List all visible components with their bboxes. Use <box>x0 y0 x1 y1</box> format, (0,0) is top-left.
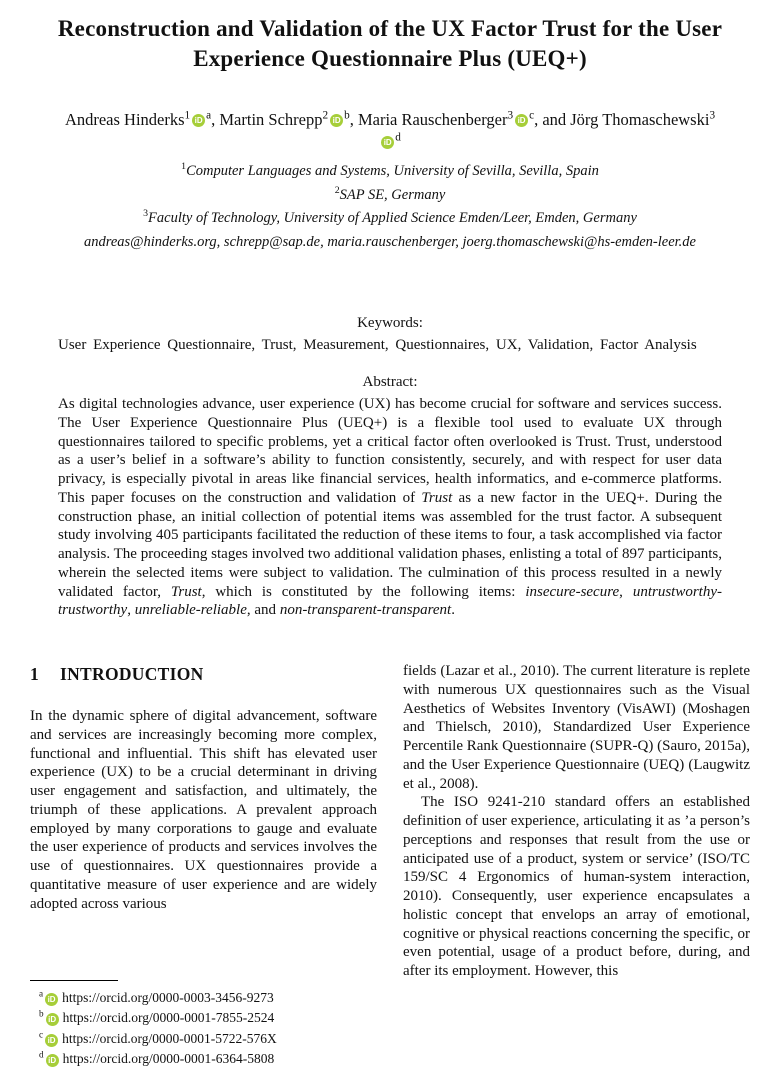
orcid-icon[interactable]: iD <box>192 114 205 127</box>
author-name: Martin Schrepp <box>219 109 323 129</box>
orcid-link[interactable]: https://orcid.org/0000-0001-5722-576X <box>62 1030 277 1046</box>
keywords-heading: Keywords: <box>357 314 423 331</box>
abstract-text: As digital technologies advance, user experience (UX) has become crucial for software and services success. The User Experience Questionnaire Plus (UEQ+) is a flexible tool used to evaluate UX through questionnaires tailored to specific problems, yet a critical factor often overlooked is Trust. Trust, understood as a user’s belief in a software’s ability to function consistently, securely, and with respect for user data privacy, is especially pivotal in areas like financial services, health informatics, and e-commerce platforms. This paper focuses on the construction and validation of Trust as a new factor in the UEQ+. During the construction phase, an initial collection of potential items was assembled for the trust factor. A subsequent study involving 405 participants facilitated the reduction of these items to four, a task accomplished via factor analysis. The proceeding stages involved two additional validation phases, enlisting a total of 897 participants, wherein the selected items were subject to validation. The culmination of this process resulted in a newly validated factor, Trust, which is constituted by the following items: insecure-secure, untrustworthy-trustworthy, unreliable-reliable, and non-transparent-transparent. <box>58 396 722 619</box>
intro-paragraph-col1: In the dynamic sphere of digital advancement, software and services are increasingly becoming more complex, functional and influential. This shift has elevated user experience (UX) to be a crucial determinant in driving user engagement and satisfaction, and ultimately, the triumph of these applications. A prevalent approach employed by many corporations to gauge and evaluate the user experience of products and services involves the use of questionnaires. UX questionnaires provide a quantitative measure of user experience and are widely adopted across various <box>30 708 377 912</box>
footnote <box>30 988 377 1008</box>
footnote-marker: d <box>39 1049 44 1060</box>
author-separator: , <box>211 109 220 129</box>
author-affiliation-ref: 3 <box>507 109 514 122</box>
footnote-marker: b <box>39 1008 44 1019</box>
affiliation-text: Computer Languages and Systems, University of Sevilla, Sevilla, Spain <box>186 163 599 180</box>
author-separator: , and <box>534 109 571 129</box>
footnote-marker: c <box>39 1029 44 1039</box>
author-name: Andreas Hinderks <box>64 109 185 129</box>
orcid-link[interactable]: https://orcid.org/0000-0003-3456-9273 <box>62 990 274 1005</box>
author-affiliation-ref: 1 <box>184 109 191 122</box>
author <box>350 110 534 129</box>
paper-header <box>30 8 750 253</box>
orcid-icon: iD <box>45 993 58 1006</box>
intro-paragraph-col2-1: fields (Lazar et al., 2010). The current literature is replete with numerous UX questionnaires such as the Visual Aesthetics of Websites Inventory (VisAWI) (Moshagen and Thielsch, 2010), Standardized User Experience Percentile Rank Questionnaire (SUPR-Q) (Sauro, 2015a), and the User Experience Questionnaire (UEQ) (Laugwitz et al., 2008). <box>403 663 751 792</box>
abstract-section <box>30 354 750 620</box>
orcid-icon: iD <box>45 1034 58 1047</box>
author-affiliation-ref: 2 <box>322 109 329 122</box>
body-columns <box>30 660 750 1071</box>
section-title: INTRODUCTION <box>60 664 204 685</box>
affiliation-text: SAP SE, Germany <box>339 186 446 203</box>
author-line <box>60 109 720 155</box>
affiliation <box>30 209 750 229</box>
author-affiliation-ref: 3 <box>709 109 716 122</box>
author-name: Maria Rauschenberger <box>357 109 508 129</box>
orcid-icon[interactable]: iD <box>330 114 343 127</box>
author-separator: , <box>349 109 358 129</box>
author-orcid-note: d <box>395 131 401 144</box>
author-orcid-note: b <box>344 109 350 122</box>
orcid-link[interactable]: https://orcid.org/0000-0001-6364-5808 <box>62 1050 275 1066</box>
footnote <box>30 1049 377 1069</box>
affiliations <box>30 162 750 229</box>
author-orcid-note: c <box>529 109 535 122</box>
footnotes <box>30 980 377 1071</box>
affiliation-number: 3 <box>143 208 149 220</box>
keywords-section <box>30 253 750 355</box>
author-name: Jörg Thomaschewski <box>570 109 710 129</box>
author <box>65 110 211 129</box>
section-number: 1 <box>30 664 40 685</box>
right-column <box>403 660 750 1071</box>
intro-paragraph-col2-2: The ISO 9241-210 standard offers an established definition of user experience, articulating it as ’a person’s perceptions and responses that result from the use or anticipated use of a product, system or service’ (ISO/TC 159/SC 4 Ergonomics of human-system interaction, 2010). Consequently, user experience encapsulates a holistic concept that envelops an array of emotional, cognitive or physical reactions concerning the specific, or even potential, usage of a product before, during, and after its employment. However, this <box>403 794 750 980</box>
orcid-icon[interactable]: iD <box>381 136 394 149</box>
orcid-icon: iD <box>46 1013 59 1026</box>
affiliation-number: 1 <box>181 161 187 173</box>
keywords-text: User Experience Questionnaire, Trust, Measurement, Questionnaires, UX, Validation, Factor Analysis <box>58 336 697 353</box>
footnote <box>30 1029 377 1049</box>
orcid-icon: iD <box>46 1054 59 1067</box>
left-column <box>30 660 377 1071</box>
footnote-rule <box>30 980 118 981</box>
author <box>211 110 350 129</box>
footnote-marker: a <box>39 988 44 999</box>
author-orcid-note: a <box>206 109 212 122</box>
orcid-icon[interactable]: iD <box>515 114 528 127</box>
affiliation-text: Faculty of Technology, University of Applied Science Emden/Leer, Emden, Germany <box>148 210 637 227</box>
abstract-heading: Abstract: <box>362 374 418 391</box>
affiliation <box>30 162 750 182</box>
footnote <box>30 1008 377 1028</box>
orcid-link[interactable]: https://orcid.org/0000-0001-7855-2524 <box>62 1010 275 1026</box>
paper-title: Reconstruction and Validation of the UX Factor Trust for the User Experience Questionnaire Plus (UEQ+) <box>57 16 723 72</box>
affiliation-number: 2 <box>334 184 340 196</box>
affiliation <box>30 186 750 206</box>
author-emails: andreas@hinderks.org, schrepp@sap.de, maria.rauschenberger, joerg.thomaschewski@hs-emden-leer.de <box>83 233 696 250</box>
section-heading-introduction <box>30 664 377 685</box>
